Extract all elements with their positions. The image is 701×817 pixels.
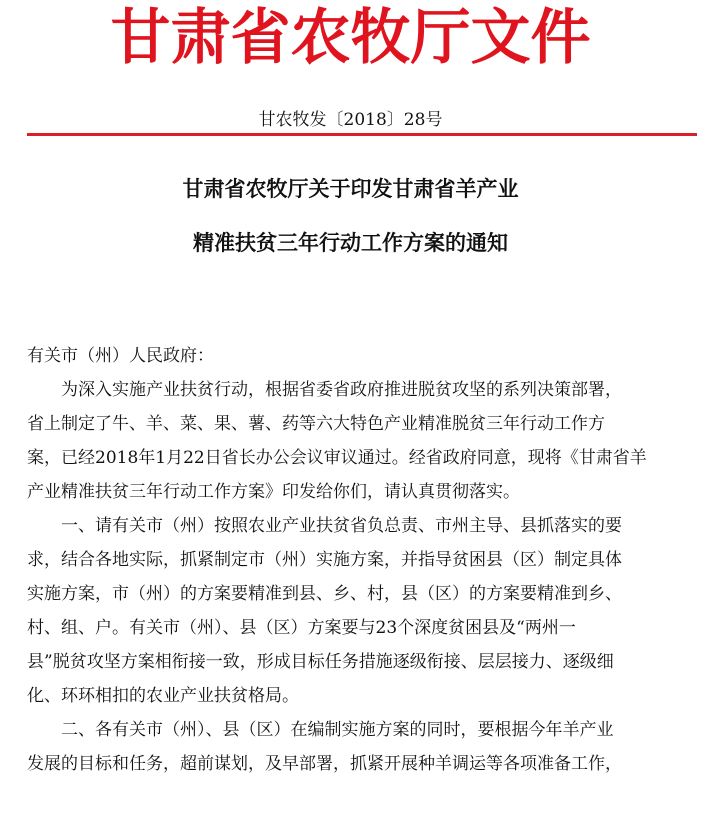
body-line: 产业精准扶贫三年行动工作方案》印发给你们，请认真贯彻落实。 [27,482,520,502]
body-line: 村、组、户。有关市（州）、县（区）方案要与23个深度贫困县及“两州一 [27,618,576,638]
document-body [27,339,687,781]
body-line: 案，已经2018年1月22日省长办公会议审议通过。经省政府同意，现将《甘肃省羊 [27,448,647,468]
notice-title-line-2: 精准扶贫三年行动工作方案的通知 [193,231,508,255]
body-line: 发展的目标和任务，超前谋划，及早部署，抓紧开展种羊调运等各项准备工作， [27,754,622,774]
header-red-rule [27,133,697,136]
body-line: 实施方案，市（州）的方案要精准到县、乡、村，县（区）的方案要精准到乡、 [27,584,622,604]
body-line: 求，结合各地实际，抓紧制定市（州）实施方案，并指导贫困县（区）制定具体 [27,550,622,570]
document-number: 甘农牧发〔2018〕28号 [258,110,443,130]
body-line: 二、各有关市（州）、县（区）在编制实施方案的同时，要根据今年羊产业 [61,720,614,740]
body-line: 一、请有关市（州）按照农业产业扶贫省负总责、市州主导、县抓落实的要 [61,516,622,536]
document-header-title: 甘肃省农牧厅文件 [110,3,591,73]
body-line: 省上制定了牛、羊、菜、果、薯、药等六大特色产业精准脱贫三年行动工作方 [27,414,605,434]
body-line: 县”脱贫攻坚方案相衔接一致，形成目标任务措施逐级衔接、层层接力、逐级细 [27,652,614,672]
body-line: 为深入实施产业扶贫行动，根据省委省政府推进脱贫攻坚的系列决策部署， [61,380,622,400]
notice-title-line-1: 甘肃省农牧厅关于印发甘肃省羊产业 [182,177,519,201]
salutation: 有关市（州）人民政府： [27,346,214,366]
body-line: 化、环环相扣的农业产业扶贫格局。 [27,686,299,706]
